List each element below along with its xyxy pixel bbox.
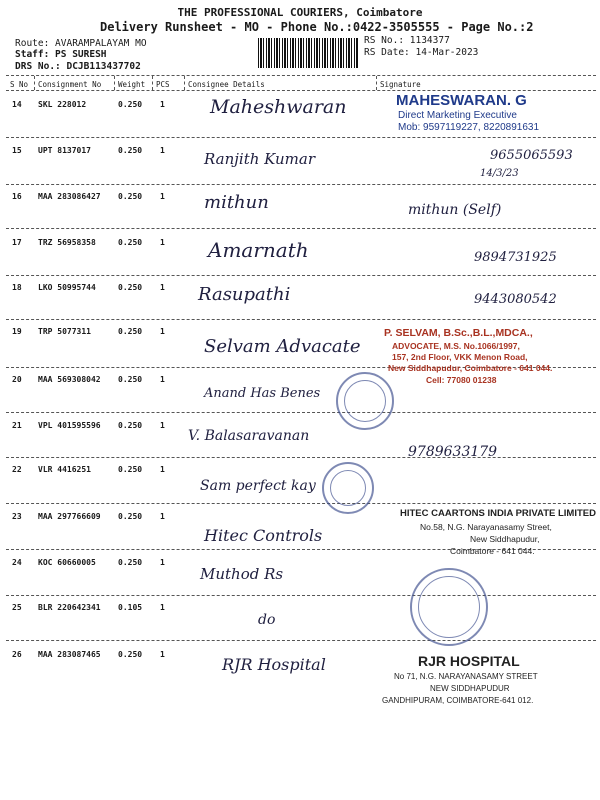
row-weight: 0.250 (118, 327, 143, 336)
row-pcs: 1 (160, 192, 165, 201)
row-consignment: MAA 569308042 (38, 375, 101, 384)
row-divider (6, 137, 596, 138)
row-weight: 0.250 (118, 465, 143, 474)
runsheet-subtitle: Delivery Runsheet - MO - Phone No.:0422-3505555 - Page No.:2 (100, 20, 534, 34)
row-consignee: do (258, 612, 276, 628)
row-weight: 0.250 (118, 146, 143, 155)
col-header-sno: S No (10, 80, 29, 89)
row-divider (6, 184, 596, 185)
stamp-line: GANDHIPURAM, COIMBATORE-641 012. (382, 696, 534, 705)
drs-number: DRS No.: DCJB113437702 (15, 61, 141, 72)
staff-label: Staff: PS SURESH (15, 49, 107, 60)
stamp-line: HITEC CAARTONS INDIA PRIVATE LIMITED (400, 508, 596, 519)
row-consignment: TRP 5077311 (38, 327, 91, 336)
header-top-rule (6, 75, 596, 76)
row-weight: 0.105 (118, 603, 143, 612)
stamp-line: New Siddhapudur, Coimbatore - 641 044. (388, 363, 553, 373)
col-header-signature: Signature (380, 80, 421, 89)
rs-date: RS Date: 14-Mar-2023 (364, 47, 479, 58)
round-seal (336, 372, 394, 430)
col-divider (114, 76, 115, 90)
row-consignee: RJR Hospital (222, 655, 326, 674)
row-consignment: MAA 297766609 (38, 512, 101, 521)
row-weight: 0.250 (118, 512, 143, 521)
row-sno: 19 (12, 327, 22, 336)
row-pcs: 1 (160, 146, 165, 155)
row-consignment: VPL 401595596 (38, 421, 101, 430)
row-pcs: 1 (160, 375, 165, 384)
row-consignment: BLR 220642341 (38, 603, 101, 612)
row-pcs: 1 (160, 603, 165, 612)
row-pcs: 1 (160, 465, 165, 474)
row-divider (6, 275, 596, 276)
col-divider (152, 76, 153, 90)
row-pcs: 1 (160, 327, 165, 336)
row-weight: 0.250 (118, 375, 143, 384)
signature-18-phone: 9443080542 (474, 292, 557, 307)
row-pcs: 1 (160, 283, 165, 292)
round-seal (322, 462, 374, 514)
row-consignment: MAA 283087465 (38, 650, 101, 659)
row-weight: 0.250 (118, 192, 143, 201)
col-divider (376, 76, 377, 90)
stamp-line: No.58, N.G. Narayanasamy Street, (420, 522, 552, 532)
stamp-line: RJR HOSPITAL (418, 653, 520, 669)
row-sno: 17 (12, 238, 22, 247)
row-divider (6, 457, 596, 458)
row-consignee: Hitec Controls (204, 526, 323, 545)
row-sno: 26 (12, 650, 22, 659)
round-seal (410, 568, 488, 646)
row-weight: 0.250 (118, 558, 143, 567)
stamp-line: ADVOCATE, M.S. No.1066/1997, (392, 341, 520, 351)
row-divider (6, 228, 596, 229)
col-divider (34, 76, 35, 90)
row-divider (6, 595, 596, 596)
row-consignee: mithun (204, 192, 269, 213)
row-divider (6, 503, 596, 504)
stamp-line: P. SELVAM, B.Sc.,B.L.,MDCA., (384, 327, 533, 339)
handwritten-phone: 9655065593 (490, 148, 573, 163)
barcode (258, 38, 358, 68)
row-consignee: Maheshwaran (210, 96, 347, 118)
stamp-line: Coimbatore - 641 044. (450, 546, 535, 556)
row-weight: 0.250 (118, 283, 143, 292)
row-weight: 0.250 (118, 238, 143, 247)
row-consignment: MAA 283086427 (38, 192, 101, 201)
col-header-weight: Weight (118, 80, 146, 89)
stamp-line: NEW SIDDHAPUDUR (430, 684, 510, 693)
row-weight: 0.250 (118, 421, 143, 430)
row-sno: 25 (12, 603, 22, 612)
col-header-pcs: PCS (156, 80, 170, 89)
row-consignee: Ranjith Kumar (204, 150, 316, 168)
row-pcs: 1 (160, 558, 165, 567)
row-consignment: SKL 228012 (38, 100, 87, 109)
row-sno: 16 (12, 192, 22, 201)
stamp-mobile: Mob: 9597119227, 8220891631 (398, 122, 540, 133)
route-label: Route: AVARAMPALAYAM MO (15, 38, 147, 49)
row-consignment: VLR 4416251 (38, 465, 91, 474)
row-pcs: 1 (160, 100, 165, 109)
company-title: THE PROFESSIONAL COURIERS, Coimbatore (177, 6, 423, 19)
col-header-consignment: Consignment No (38, 80, 102, 89)
row-sno: 15 (12, 146, 22, 155)
row-pcs: 1 (160, 238, 165, 247)
stamp-name: MAHESWARAN. G (396, 92, 527, 109)
rs-number: RS No.: 1134377 (364, 35, 450, 46)
stamp-line: 157, 2nd Floor, VKK Menon Road, (392, 352, 528, 362)
row-weight: 0.250 (118, 100, 143, 109)
row-consignee: Sam perfect kay (200, 478, 316, 494)
row-divider (6, 319, 596, 320)
row-sno: 24 (12, 558, 22, 567)
stamp-line: New Siddhapudur, (470, 534, 540, 544)
handwritten-date: 14/3/23 (480, 168, 519, 179)
row-consignee: Selvam Advacate (204, 336, 361, 357)
row-consignee: V. Balasaravanan (188, 428, 310, 444)
row-pcs: 1 (160, 421, 165, 430)
row-consignee: Rasupathi (198, 284, 291, 305)
row-consignment: UPT 8137017 (38, 146, 91, 155)
signature-16: mithun (Self) (408, 202, 502, 218)
signature-21-phone: 9789633179 (408, 444, 498, 460)
row-weight: 0.250 (118, 650, 143, 659)
stamp-line: No 71, N.G. NARAYANASAMY STREET (394, 672, 538, 681)
row-pcs: 1 (160, 512, 165, 521)
row-consignment: KOC 60660005 (38, 558, 96, 567)
row-sno: 14 (12, 100, 22, 109)
row-consignment: LKO 50995744 (38, 283, 96, 292)
stamp-title: Direct Marketing Executive (398, 110, 517, 121)
row-divider (6, 412, 596, 413)
stamp-line: Cell: 77080 01238 (426, 375, 497, 385)
row-sno: 23 (12, 512, 22, 521)
row-consignee: Anand Has Benes (204, 386, 321, 401)
row-consignee: Amarnath (208, 238, 309, 262)
row-pcs: 1 (160, 650, 165, 659)
row-sno: 21 (12, 421, 22, 430)
row-consignment: TRZ 56958358 (38, 238, 96, 247)
row-consignee: Muthod Rs (200, 565, 284, 583)
row-sno: 22 (12, 465, 22, 474)
row-divider (6, 640, 596, 641)
col-header-consignee: Consignee Details (188, 80, 265, 89)
header-bottom-rule (6, 90, 596, 91)
signature-17-phone: 9894731925 (474, 250, 557, 265)
row-sno: 18 (12, 283, 22, 292)
col-divider (184, 76, 185, 90)
row-sno: 20 (12, 375, 22, 384)
